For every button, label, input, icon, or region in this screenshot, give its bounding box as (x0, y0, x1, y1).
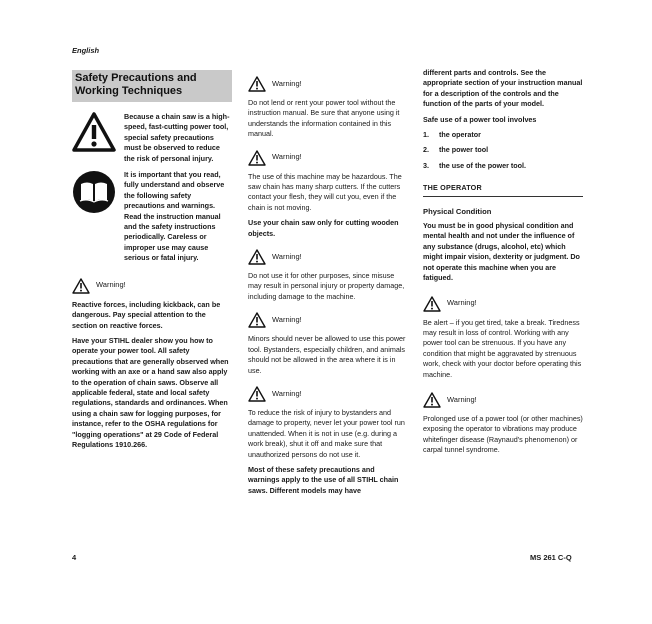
intro-paragraph-2: It is important that you read, fully understand and observe the following safety precautions and warnings. Read the instruction manual and the safety instructions periodically. Careless or improper use may cause serious or fatal injury. (124, 170, 225, 263)
warning-label: Warning! (272, 315, 302, 325)
warning-label: Warning! (447, 394, 477, 404)
warning-text: Do not lend or rent your power tool without the instruction manual. Be sure that anyone using it understands the information contained in this manual. (248, 98, 400, 139)
intro-paragraph-1: Because a chain saw is a high-speed, fast-cutting power tool, special safety precautions must be observed to reduce the risk of personal injury. (124, 112, 230, 163)
warning-header (423, 296, 583, 312)
warning-header (248, 76, 408, 92)
warning-triangle-icon (72, 112, 116, 152)
warning-label: Warning! (96, 280, 126, 290)
list-item: 3. the use of the power tool. (423, 160, 527, 170)
warning-triangle-icon (248, 76, 266, 92)
safe-use-heading: Safe use of a power tool involves (423, 114, 537, 124)
reactive-forces-text: Reactive forces, including kickback, can be dangerous. Pay special attention to the section on reactive forces. (72, 299, 221, 330)
warning-text: Do not use it for other purposes, since misuse may result in personal injury or property damage, including damage to the machine. (248, 271, 405, 301)
danger-intro (72, 112, 232, 164)
warning-header (248, 312, 408, 328)
list-item: 1. the operator (423, 130, 481, 140)
warning-header (248, 249, 408, 265)
warning-text: The use of this machine may be hazardous. The saw chain has many sharp cutters. If the cutters contact your flesh, they will cut you, even if the chain is not moving. (248, 171, 402, 212)
list-item: 2. the power tool (423, 145, 489, 155)
operator-heading: THE OPERATOR (423, 183, 583, 196)
warning-label: Warning! (447, 298, 477, 308)
warning-triangle-icon (72, 278, 90, 294)
page-number: 4 (72, 553, 77, 562)
warning-label: Warning! (272, 251, 302, 261)
model-label: MS 261 C-Q (530, 553, 572, 562)
language-label: English (72, 46, 100, 55)
dealer-text: Have your STIHL dealer show you how to operate your power tool. All safety precautions that are generally observed when working with an axe or a hand saw also apply to the operation of chain saws. Observe all applicable federal, state and local safety regulations, standards and ordinances. When using a chain saw for logging purposes, for instance, refer to the OSHA regulations for "logging operations" at 29 Code of Federal Regulations 1910.266. (72, 335, 229, 449)
book-icon (72, 170, 116, 214)
warning-triangle-icon (248, 150, 266, 166)
closing-text: Most of these safety precautions and warnings apply to the use of all STIHL chain saws. Different models may have (248, 464, 399, 495)
wooden-objects-text: Use your chain saw only for cutting wooden objects. (248, 218, 399, 238)
warning-header (423, 392, 583, 408)
warning-label: Warning! (272, 388, 302, 398)
column-2 (248, 76, 408, 501)
warning-triangle-icon (248, 249, 266, 265)
physical-condition-heading: Physical Condition (423, 206, 492, 216)
column-3 (423, 68, 583, 461)
column-1 (72, 70, 232, 455)
warning-header (248, 150, 408, 166)
warning-text: Be alert – if you get tired, take a break. Tiredness may result in loss of control. Working with any power tool can be strenuous. If you have any condition that might be aggravated by strenuous work, check with your doctor before operating this machine. (423, 317, 582, 379)
warning-text: To reduce the risk of injury to bystanders and damage to property, never let your power tool run unattended. When it is not in use (e.g. during a work break), shut it off and make sure that unauthorized persons do not use it. (248, 407, 405, 459)
warning-label: Warning! (272, 152, 302, 162)
warning-text: Minors should never be allowed to use this power tool. Bystanders, especially children, and animals should not be allowed in the area where it is in use. (248, 334, 406, 375)
warning-text: Prolonged use of a power tool (or other machines) exposing the operator to vibrations may produce whitefinger disease (Raynaud's phenomenon) or carpal tunnel syndrome. (423, 413, 583, 455)
warning-header (72, 278, 232, 294)
safe-use-list (423, 130, 583, 171)
read-manual-intro (72, 170, 232, 264)
continued-text: different parts and controls. See the appropriate section of your instruction manual for a description of the controls and the function of the parts of your model. (423, 68, 583, 109)
warning-triangle-icon (423, 296, 441, 312)
section-title: Safety Precautions and Working Techniques (72, 70, 232, 102)
warning-triangle-icon (248, 386, 266, 402)
warning-label: Warning! (272, 78, 302, 88)
warning-triangle-icon (248, 312, 266, 328)
warning-triangle-icon (423, 392, 441, 408)
warning-header (248, 386, 408, 402)
physical-condition-text: You must be in good physical condition and mental health and not under the influence of any substance (drugs, alcohol, etc) which might impair vision, dexterity or judgment. Do not operate this machine when you are fatigued. (423, 221, 580, 283)
